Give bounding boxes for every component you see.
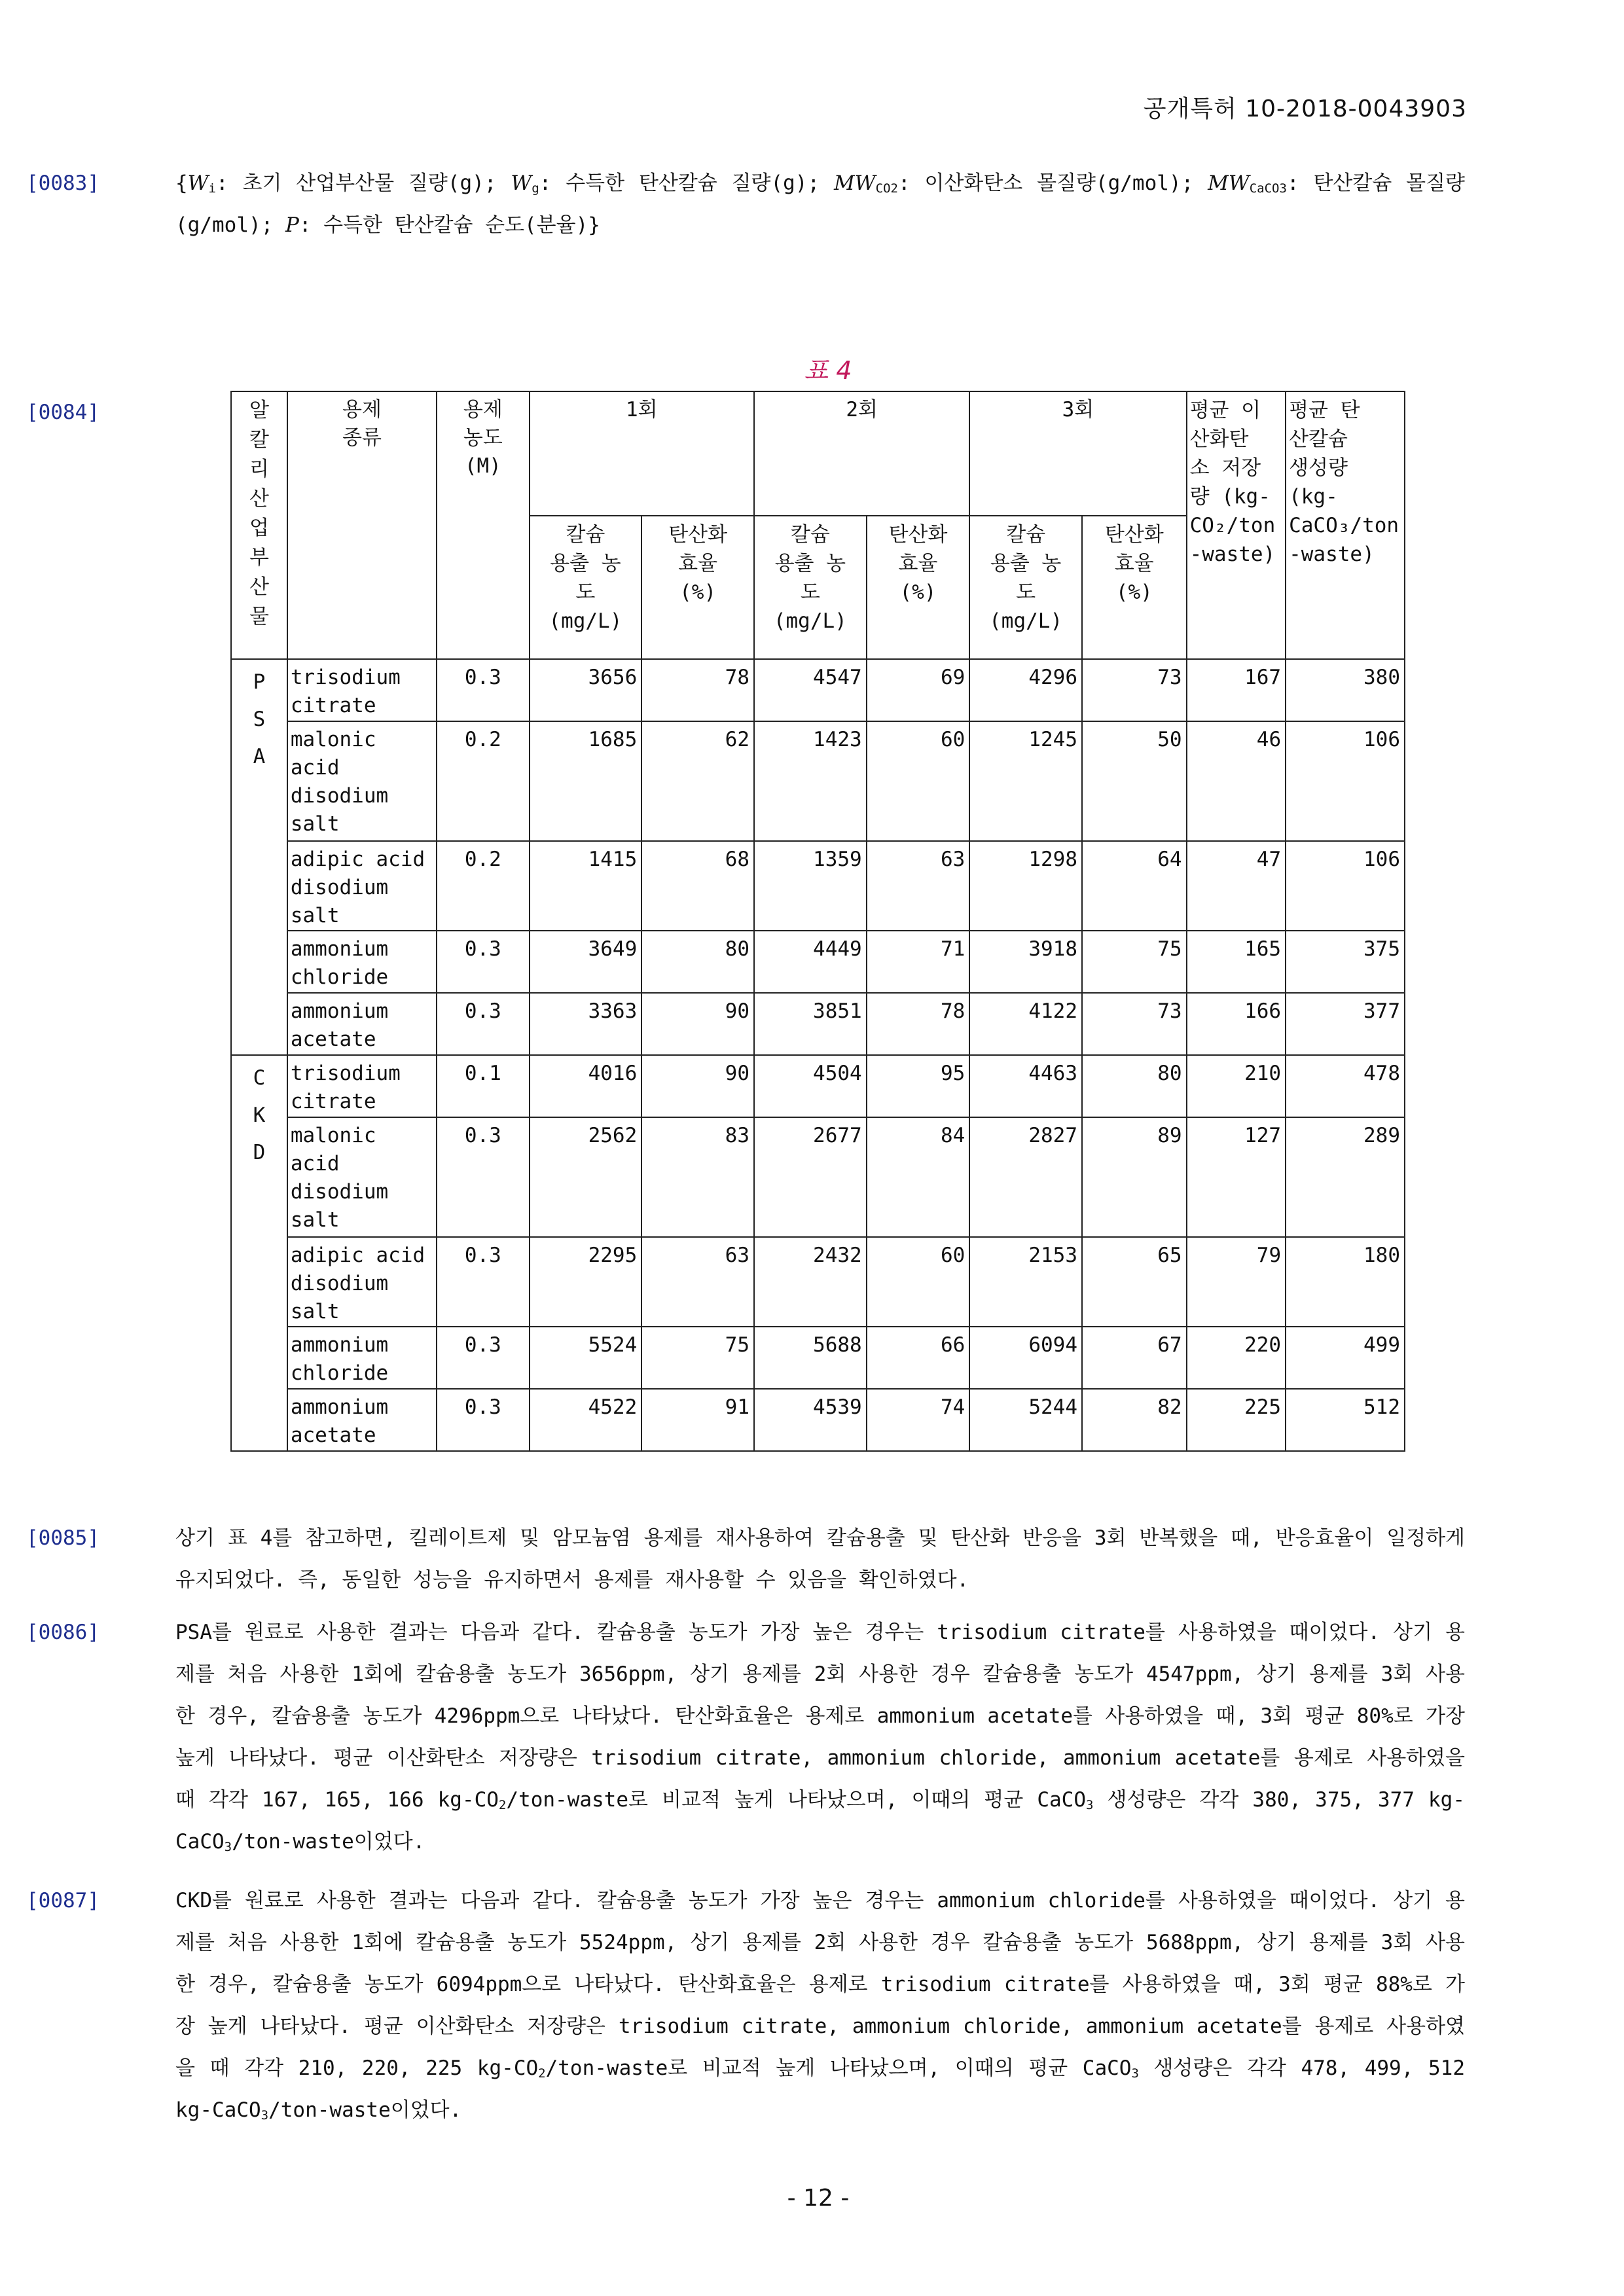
cell-r1c: 3649 [530,931,642,993]
cell-r3e: 89 [1082,1117,1187,1237]
cell-r2e: 74 [867,1389,970,1451]
solvent-name-cell: malonic acid disodium salt [287,1117,437,1237]
cell-conc: 0.3 [437,1117,529,1237]
cell-r1c: 4522 [530,1389,642,1451]
table-row [231,659,1405,721]
page-number: - 12 - [787,2185,850,2212]
cell-r2c: 2432 [754,1237,867,1327]
header-carb-eff-1: 탄산화 효율 (%) [641,516,754,659]
cell-caco3: 289 [1286,1117,1405,1237]
cell-r3c: 2153 [969,1237,1082,1327]
paragraph-0085: 상기 표 4를 참고하면, 킬레이트제 및 암모늄염 용제를 재사용하여 칼슘용출 및 탄산화 반응을 3회 반복했을 때, 반응효율이 일정하게 유지되었다. 즉, 동일한 성능을 유지하면서 용제를 재사용할 수 있음을 확인하였다. [175,1526,1465,1592]
cell-r2e: 66 [867,1327,970,1389]
header-round-3: 3회 [969,391,1186,516]
cell-co2: 167 [1187,659,1286,721]
cell-r2e: 60 [867,721,970,841]
solvent-name-cell: ammonium acetate [287,993,437,1055]
cell-r2c: 4504 [754,1055,867,1117]
header-round-1: 1회 [530,391,754,516]
cell-r3c: 3918 [969,931,1082,993]
cell-caco3: 375 [1286,931,1405,993]
header-ca-conc-1: 칼슘 용출 농 도 (mg/L) [530,516,642,659]
cell-r2c: 4449 [754,931,867,993]
cell-co2: 127 [1187,1117,1286,1237]
table-row [231,721,1405,841]
cell-co2: 210 [1187,1055,1286,1117]
table-row [231,1237,1405,1327]
group-label: P S A [231,659,287,1055]
table-row [231,841,1405,931]
cell-caco3: 180 [1286,1237,1405,1327]
cell-conc: 0.3 [437,1237,529,1327]
solvent-name-cell: ammonium chloride [287,1327,437,1389]
header-round-2: 2회 [754,391,969,516]
cell-r1e: 62 [641,721,754,841]
cell-r2e: 69 [867,659,970,721]
cell-r3e: 82 [1082,1389,1187,1451]
header-avg-caco3-production: 평균 탄 산칼슘 생성량 (kg- CaCO₃/ton -waste) [1286,391,1405,659]
cell-r1e: 68 [641,841,754,931]
cell-r2c: 3851 [754,993,867,1055]
header-avg-co2-storage: 평균 이 산화탄 소 저장 량 (kg- CO₂/ton -waste) [1187,391,1286,659]
paragraph-number-0086: [0086] [26,1621,99,1644]
cell-r3c: 5244 [969,1389,1082,1451]
solvent-name-cell: ammonium acetate [287,1389,437,1451]
cell-r3c: 1298 [969,841,1082,931]
solvent-name-cell: trisodium citrate [287,659,437,721]
table-row [231,1327,1405,1389]
cell-r2e: 63 [867,841,970,931]
table-row [231,931,1405,993]
cell-conc: 0.1 [437,1055,529,1117]
cell-co2: 166 [1187,993,1286,1055]
cell-r3e: 65 [1082,1237,1187,1327]
cell-conc: 0.3 [437,1327,529,1389]
cell-r2e: 84 [867,1117,970,1237]
paragraph-0086: PSA를 원료로 사용한 결과는 다음과 같다. 칼슘용출 농도가 가장 높은 경우는 trisodium citrate를 사용하였을 때이었다. 상기 용제를 처음 사용한 1회에 칼슘용출 농도가 3656ppm, 상기 용제를 2회 사용한 경우 칼슘용출 농도가 4547ppm, 상기 용제를 3회 사용한 경우, 칼슘용출 농도가 4296ppm으로 나타났다. 탄산화효율은 용제로 ammonium acetate를 사용하였을 때, 3회 평균 80%로 가장 높게 나타났다. 평균 이산화탄소 저장량은 trisodium citrate, ammonium chloride, ammonium acetate를 용제로 사용하였을 때 각각 167, 165, 166 $kg-CO_2/ton$-waste로 비교적 높게 나타났으며, 이때의 평균 CaCO$_3$ 생성량은 각각 380, 375, 377 kg-CaCO$_3$/ton-waste이었다. [175,1621,1465,1854]
header-ca-conc-2: 칼슘 용출 농 도 (mg/L) [754,516,867,659]
cell-co2: 220 [1187,1327,1286,1389]
cell-r1e: 75 [641,1327,754,1389]
cell-conc: 0.2 [437,721,529,841]
cell-r3e: 75 [1082,931,1187,993]
paragraph-number-0084: [0084] [26,401,99,424]
cell-r2e: 95 [867,1055,970,1117]
cell-co2: 47 [1187,841,1286,931]
cell-r1e: 90 [641,1055,754,1117]
cell-co2: 79 [1187,1237,1286,1327]
cell-r3e: 73 [1082,659,1187,721]
cell-r1c: 1685 [530,721,642,841]
header-byproduct: 알 칼 리 산 업 부 산 물 [231,391,287,659]
cell-r3c: 6094 [969,1327,1082,1389]
cell-conc: 0.2 [437,841,529,931]
table-header-row-1 [231,391,1405,516]
publication-number: 공개특허 10-2018-0043903 [1143,96,1467,122]
paragraph-number-0087: [0087] [26,1889,99,1912]
cell-r2e: 60 [867,1237,970,1327]
header-carb-eff-2: 탄산화 효율 (%) [867,516,970,659]
cell-r1c: 2562 [530,1117,642,1237]
cell-caco3: 106 [1286,721,1405,841]
cell-r2c: 4547 [754,659,867,721]
table-row [231,1117,1405,1237]
table-title: 표 4 [804,356,852,385]
solvent-name-cell: adipic acid disodium salt [287,1237,437,1327]
header-solvent-type: 용제 종류 [287,391,437,659]
table-row [231,1389,1405,1451]
cell-conc: 0.3 [437,1389,529,1451]
cell-conc: 0.3 [437,993,529,1055]
table-row [231,993,1405,1055]
header-carb-eff-3: 탄산화 효율 (%) [1082,516,1187,659]
cell-r2e: 78 [867,993,970,1055]
cell-r3e: 80 [1082,1055,1187,1117]
paragraph-number-0085: [0085] [26,1526,99,1550]
cell-caco3: 499 [1286,1327,1405,1389]
cell-r1e: 91 [641,1389,754,1451]
solvent-name-cell: malonic acid disodium salt [287,721,437,841]
cell-caco3: 512 [1286,1389,1405,1451]
cell-r3e: 50 [1082,721,1187,841]
cell-r1c: 5524 [530,1327,642,1389]
cell-r3c: 4296 [969,659,1082,721]
cell-r3c: 1245 [969,721,1082,841]
cell-co2: 225 [1187,1389,1286,1451]
cell-r3c: 2827 [969,1117,1082,1237]
cell-conc: 0.3 [437,659,529,721]
header-ca-conc-3: 칼슘 용출 농 도 (mg/L) [969,516,1082,659]
cell-caco3: 106 [1286,841,1405,931]
cell-r1c: 1415 [530,841,642,931]
cell-r1e: 90 [641,993,754,1055]
cell-r1c: 3363 [530,993,642,1055]
results-table [230,391,1405,1452]
cell-caco3: 478 [1286,1055,1405,1117]
cell-caco3: 377 [1286,993,1405,1055]
solvent-name-cell: trisodium citrate [287,1055,437,1117]
cell-r3e: 73 [1082,993,1187,1055]
cell-r3e: 67 [1082,1327,1187,1389]
cell-r1c: 4016 [530,1055,642,1117]
cell-r3e: 64 [1082,841,1187,931]
cell-r2c: 1423 [754,721,867,841]
cell-r3c: 4463 [969,1055,1082,1117]
cell-r1e: 83 [641,1117,754,1237]
cell-r1e: 78 [641,659,754,721]
table-row [231,1055,1405,1117]
cell-conc: 0.3 [437,931,529,993]
cell-co2: 165 [1187,931,1286,993]
header-concentration: 용제 농도 (M) [437,391,529,659]
cell-r1c: 2295 [530,1237,642,1327]
cell-r2e: 71 [867,931,970,993]
solvent-name-cell: adipic acid disodium salt [287,841,437,931]
cell-r2c: 2677 [754,1117,867,1237]
cell-r1e: 80 [641,931,754,993]
paragraph-number-0083: [0083] [26,171,99,195]
paragraph-0087: CKD를 원료로 사용한 결과는 다음과 같다. 칼슘용출 농도가 가장 높은 경우는 ammonium chloride를 사용하였을 때이었다. 상기 용제를 처음 사용한 1회에 칼슘용출 농도가 5524ppm, 상기 용제를 2회 사용한 경우 칼슘용출 농도가 5688ppm, 상기 용제를 3회 사용한 경우, 칼슘용출 농도가 6094ppm으로 나타났다. 탄산화효율은 용제로 trisodium citrate를 사용하였을 때, 3회 평균 88%로 가장 높게 나타났다. 평균 이산화탄소 저장량은 trisodium citrate, ammonium chloride, ammonium acetate를 용제로 사용하였을 때 각각 210, 220, 225 $kg-CO_2/ton$-waste로 비교적 높게 나타났으며, 이때의 평균 CaCO$_3$ 생성량은 각각 478, 499, 512 kg-CaCO$_3$/ton-waste이었다. [175,1889,1466,2123]
cell-r1c: 3656 [530,659,642,721]
cell-co2: 46 [1187,721,1286,841]
cell-r2c: 4539 [754,1389,867,1451]
cell-r3c: 4122 [969,993,1082,1055]
paragraph-0083: {$W_i$: 초기 산업부산물 질량(g); $W_g$: 수득한 탄산칼슘 질량(g); $MW_{CO2}$: 이산화탄소 몰질량(g/mol); $MW_{CaCO3}$: 탄산칼슘 몰질량(g/mol); P: 수득한 탄산칼슘 순도(분율)} [175,171,1465,237]
cell-r2c: 5688 [754,1327,867,1389]
solvent-name-cell: ammonium chloride [287,931,437,993]
cell-caco3: 380 [1286,659,1405,721]
cell-r1e: 63 [641,1237,754,1327]
group-label: C K D [231,1055,287,1451]
cell-r2c: 1359 [754,841,867,931]
